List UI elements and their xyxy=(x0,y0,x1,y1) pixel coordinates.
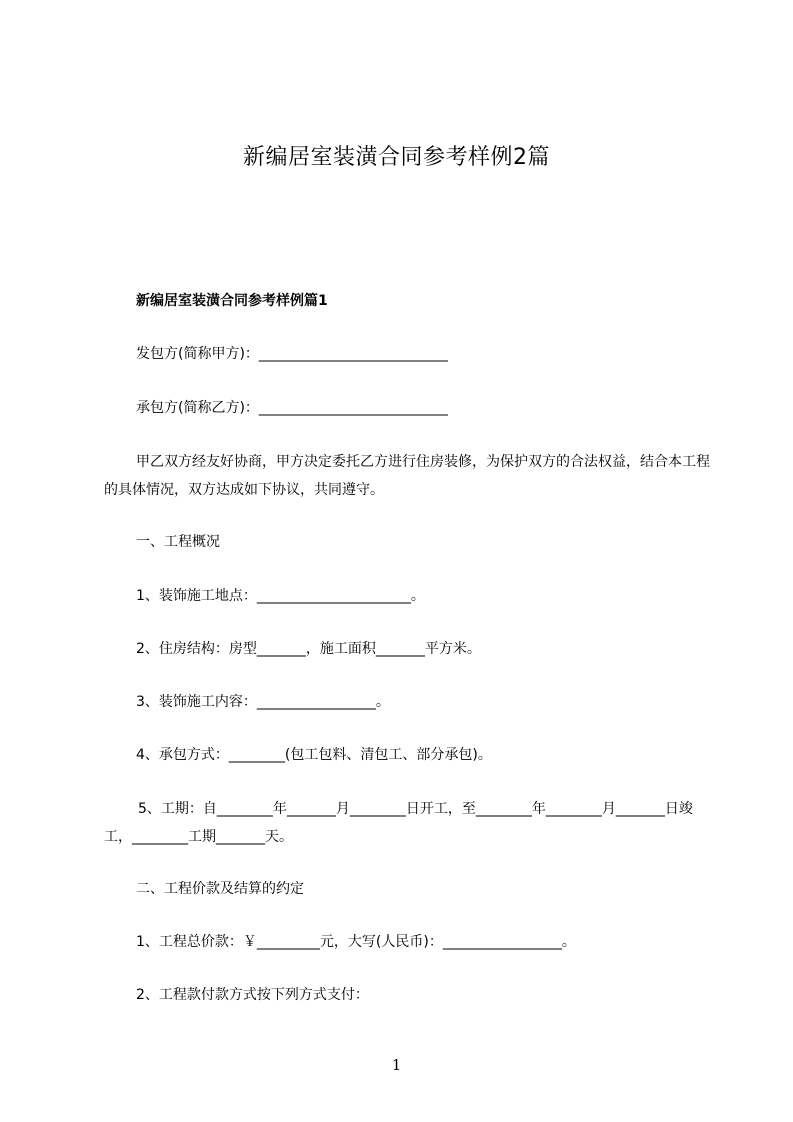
part1-heading: 一、工程概况 xyxy=(136,534,220,550)
item-5: 5、工期：自________年_______月________日开工，至________年________月_______日竣工，________工期_______天。 xyxy=(104,801,693,845)
price-item-2: 2、工程款付款方式按下列方式支付： xyxy=(136,987,369,1003)
party-b-line: 承包方(简称乙方)：___________________________ xyxy=(136,400,448,416)
section-heading: 新编居室装潢合同参考样例篇1 xyxy=(136,293,328,309)
part2-heading: 二、工程价款及结算的约定 xyxy=(136,881,304,897)
party-a-line: 发包方(简称甲方)：___________________________ xyxy=(136,346,448,362)
price-item-1: 1、工程总价款：￥_________元，大写(人民币)：_________________。 xyxy=(136,934,576,950)
item-4: 4、承包方式：________(包工包料、清包工、部分承包)。 xyxy=(136,747,492,763)
intro-paragraph: 甲乙双方经友好协商，甲方决定委托乙方进行住房装修，为保护双方的合法权益，结合本工程的具体情况，双方达成如下协议，共同遵守。 xyxy=(104,454,710,498)
item-2: 2、住房结构：房型_______，施工面积_______平方米。 xyxy=(136,641,481,657)
document-title: 新编居室装潢合同参考样例2篇 xyxy=(243,145,550,170)
item-1: 1、装饰施工地点：______________________。 xyxy=(136,588,425,604)
item-3: 3、装饰施工内容：_________________。 xyxy=(136,694,390,710)
page-number: 1 xyxy=(391,1056,402,1074)
